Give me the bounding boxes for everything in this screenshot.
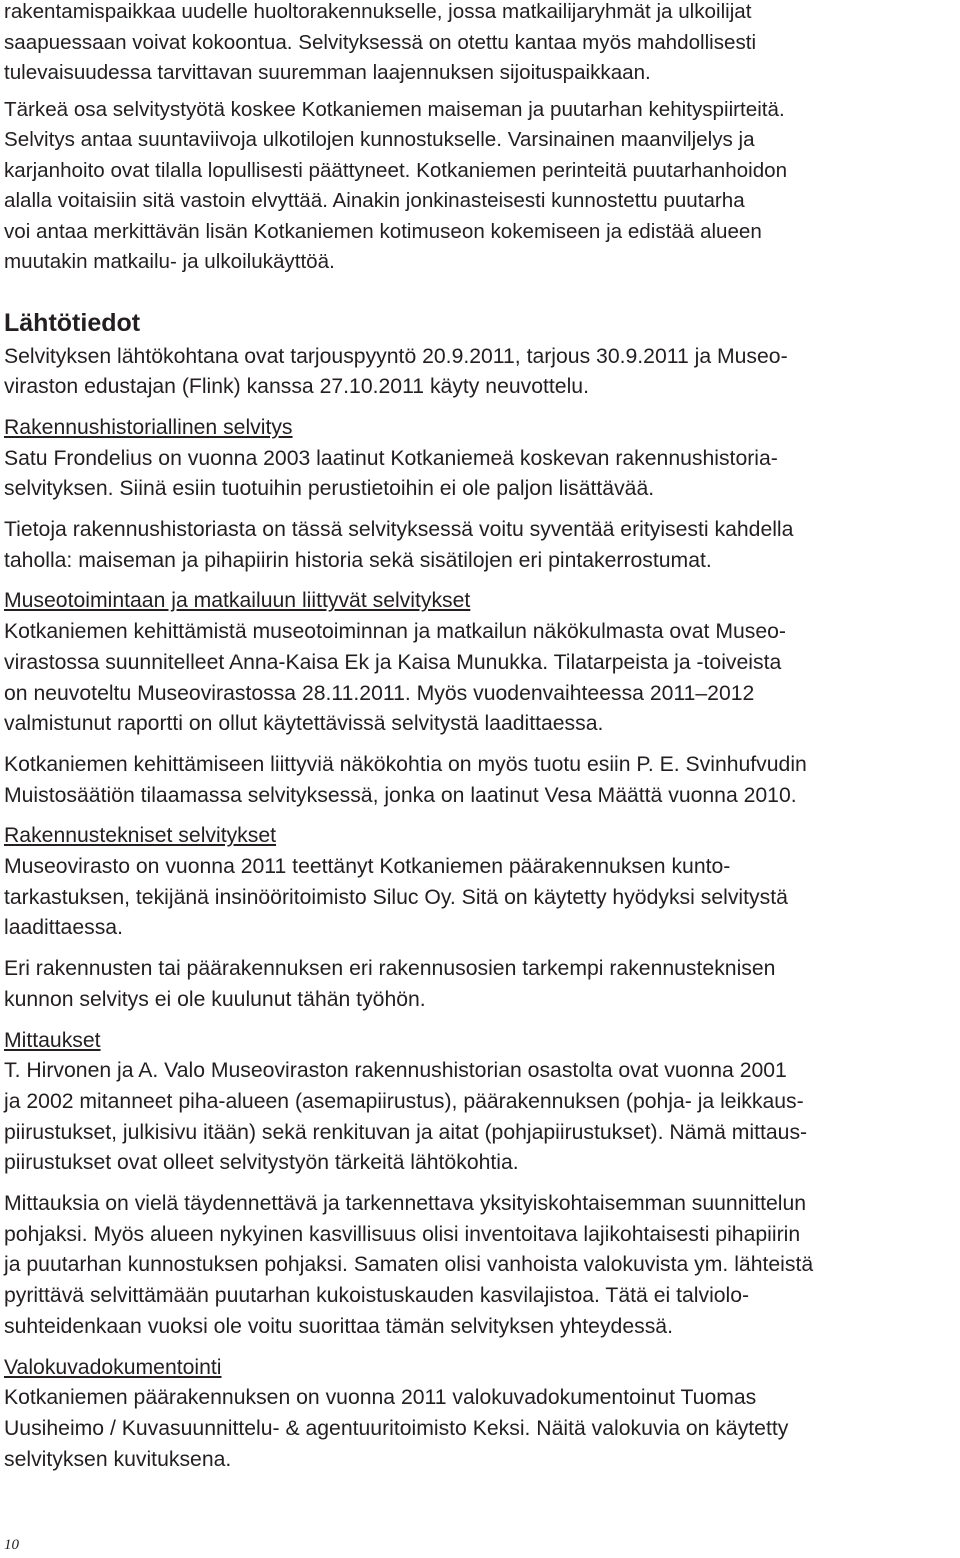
text-line: Museovirasto on vuonna 2011 teettänyt Kotkaniemen päärakennuksen kunto- (4, 855, 731, 879)
paragraph (4, 1189, 954, 1343)
text-line: karjanhoito ovat tilalla lopullisesti päättyneet. Kotkaniemen perinteitä puutarhanhoidon (4, 158, 788, 182)
text-line: Tärkeä osa selvitystyötä koskee Kotkaniemen maiseman ja puutarhan kehityspiirteitä. (4, 97, 785, 121)
text-line: Kotkaniemen päärakennuksen on vuonna 2011 valokuvadokumentoinut Tuomas (4, 1386, 757, 1410)
subsection-title: Rakennushistoriallinen selvitys (4, 415, 293, 439)
text-line: pohjaksi. Myös alueen nykyinen kasvillisuus olisi inventoitava lajikohtaisesti pihapiirin (4, 1222, 801, 1246)
text-line: Eri rakennusten tai päärakennuksen eri rakennusosien tarkempi rakennusteknisen (4, 957, 776, 981)
text-line: T. Hirvonen ja A. Valo Museoviraston rakennushistorian osastolta ovat vuonna 2001 (4, 1059, 787, 1083)
text-line: piirustukset ovat olleet selvitystyön tärkeitä lähtökohtia. (4, 1151, 519, 1175)
text-line: Kotkaniemen kehittämiseen liittyviä näkökohtia on myös tuotu esiin P. E. Svinhufvudin (4, 752, 807, 776)
museotoiminta-section (4, 586, 954, 811)
paragraph (4, 750, 954, 811)
paragraph (4, 515, 954, 576)
text-line: selvityksen. Siinä esiin tuotuihin perustietoihin ei ole paljon lisättävää. (4, 477, 655, 501)
rakennustekniset-section (4, 821, 954, 1015)
rakennushistoria-section (4, 413, 954, 577)
text-line: Muistosäätiön tilaamassa selvityksessä, jonka on laatinut Vesa Määttä vuonna 2010. (4, 783, 797, 807)
text-line: suhteidenkaan vuoksi ole voitu suorittaa tämän selvityksen yhteydessä. (4, 1314, 673, 1338)
paragraph (4, 954, 954, 1015)
text-line: tarkastuksen, tekijänä insinööritoimisto Siluc Oy. Sitä on käytetty hyödyksi selvitystä (4, 885, 788, 909)
subsection-title: Valokuvadokumentointi (4, 1355, 222, 1379)
document-page (4, 0, 954, 1475)
mittaukset-section (4, 1026, 954, 1343)
text-line: Selvityksen lähtökohtana ovat tarjouspyyntö 20.9.2011, tarjous 30.9.2011 ja Museo- (4, 344, 788, 368)
text-line: taholla: maiseman ja pihapiirin historia sekä sisätilojen eri pintakerrostumat. (4, 548, 712, 572)
paragraph (4, 617, 954, 740)
valokuva-section (4, 1353, 954, 1476)
text-line: Selvitys antaa suuntaviivoja ulkotilojen kunnostukselle. Varsinainen maanviljelys ja (4, 128, 755, 151)
text-line: selvityksen kuvituksena. (4, 1447, 232, 1471)
section-heading: Lähtötiedot (4, 308, 141, 337)
text-line: kunnon selvitys ei ole kuulunut tähän työhön. (4, 987, 426, 1011)
subsection-title: Museotoimintaan ja matkailuun liittyvät selvitykset (4, 589, 471, 613)
text-line: Kotkaniemen kehittämistä museotoiminnan ja matkailun näkökulmasta ovat Museo- (4, 620, 786, 644)
text-line: ja 2002 mitanneet piha-alueen (asemapiirustus), päärakennuksen (pohja- ja leikkaus- (4, 1089, 804, 1113)
paragraph (4, 1383, 954, 1475)
text-line: alalla voitaisiin sitä vastoin elvyttää. Ainakin jonkinasteisesti kunnostettu puutarha (4, 189, 745, 212)
text-line: valmistunut raportti on ollut käytettävissä selvitystä laadittaessa. (4, 712, 604, 736)
text-line: piirustukset, julkisivu itään) sekä renkituvan ja aitat (pohjapiirustukset). Nämä mittaus- (4, 1120, 808, 1144)
lahtotiedot-section (4, 308, 954, 403)
text-line: virastossa suunnitelleet Anna-Kaisa Ek ja Kaisa Munukka. Tilatarpeista ja -toiveista (4, 650, 782, 674)
text-line: voi antaa merkittävän lisän Kotkaniemen kotimuseon kokemiseen ja edistää alueen (4, 219, 762, 243)
text-line: Uusiheimo / Kuvasuunnittelu- & agentuuritoimisto Keksi. Näitä valokuvia on käytetty (4, 1417, 789, 1440)
subsection-title: Mittaukset (4, 1028, 101, 1052)
text-line: Tietoja rakennushistoriasta on tässä selvityksessä voitu syventää erityisesti kahdella (4, 518, 794, 542)
intro-paragraph-2 (4, 95, 954, 278)
section-intro (4, 342, 954, 403)
paragraph (4, 1056, 954, 1179)
subsection-title: Rakennustekniset selvitykset (4, 824, 277, 848)
text-line: saapuessaan voivat kokoontua. Selvityksessä on otettu kantaa myös mahdollisesti (4, 30, 757, 54)
intro-paragraph (4, 0, 954, 89)
text-line: muutakin matkailu- ja ulkoilukäyttöä. (4, 250, 335, 273)
text-line: ja puutarhan kunnostuksen pohjaksi. Samaten olisi vanhoista valokuvista ym. lähteistä (4, 1253, 814, 1277)
paragraph (4, 444, 954, 505)
text-line: on neuvoteltu Museovirastossa 28.11.2011. Myös vuodenvaihteessa 2011–2012 (4, 681, 755, 705)
text-line: Satu Frondelius on vuonna 2003 laatinut Kotkaniemeä koskevan rakennushistoria- (4, 446, 778, 470)
text-line: viraston edustajan (Flink) kanssa 27.10.2011 käyty neuvottelu. (4, 375, 589, 399)
text-line: rakentamispaikkaa uudelle huoltorakennukselle, jossa matkailijaryhmät ja ulkoilijat (4, 0, 752, 23)
text-line: pyrittävä selvittämään puutarhan kukoistuskauden kasvilajistoa. Tätä ei talviolo- (4, 1284, 750, 1308)
paragraph (4, 852, 954, 944)
text-line: laadittaessa. (4, 916, 123, 940)
page-number: 10 (4, 1537, 19, 1553)
text-line: Mittauksia on vielä täydennettävä ja tarkennettava yksityiskohtaisemman suunnittelun (4, 1192, 807, 1216)
text-line: tulevaisuudessa tarvittavan suuremman laajennuksen sijoituspaikkaan. (4, 61, 651, 84)
